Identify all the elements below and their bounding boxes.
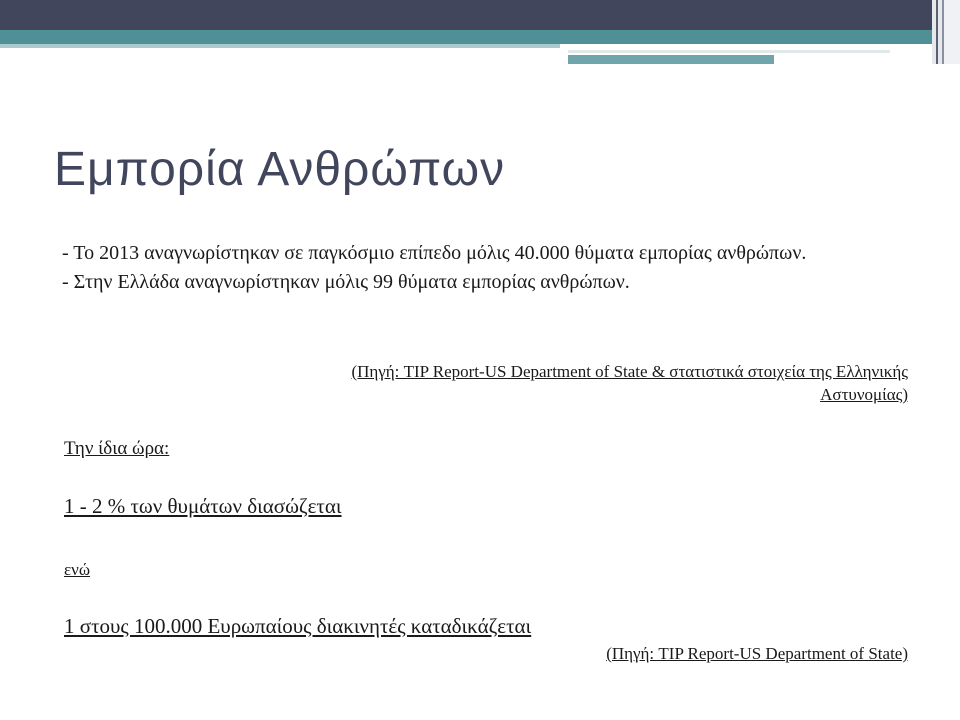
header-accent-line-teal — [568, 55, 774, 64]
header-accent-line-light — [568, 50, 890, 53]
header-bar-dark — [0, 0, 932, 30]
bullet-item-world: - Το 2013 αναγνωρίστηκαν σε παγκόσμιο επίπεδο μόλις 40.000 θύματα εμπορίας ανθρώπων. — [62, 242, 807, 264]
slide-title: Εμπορία Ανθρώπων — [54, 143, 506, 196]
header-right-stripes — [932, 0, 960, 64]
same-time-label: Την ίδια ώρα: — [64, 438, 170, 459]
source-citation-1: (Πηγή: TIP Report-US Department of State & στατιστικά στοιχεία της Ελληνικής Αστυνομίας) — [351, 362, 908, 404]
rescued-statement: 1 - 2 % των θυμάτων διασώζεται — [64, 494, 342, 518]
header-bar-teal — [0, 30, 932, 44]
bullet-list — [62, 240, 922, 298]
source-citation-2: (Πηγή: TIP Report-US Department of State) — [606, 644, 908, 663]
header-bar-teal-light — [0, 44, 560, 48]
whereas-label: ενώ — [64, 560, 91, 579]
bullet-item-greece: - Στην Ελλάδα αναγνωρίστηκαν μόλις 99 θύματα εμπορίας ανθρώπων. — [62, 271, 630, 293]
convicted-statement: 1 στους 100.000 Ευρωπαίους διακινητές καταδικάζεται — [64, 614, 532, 638]
